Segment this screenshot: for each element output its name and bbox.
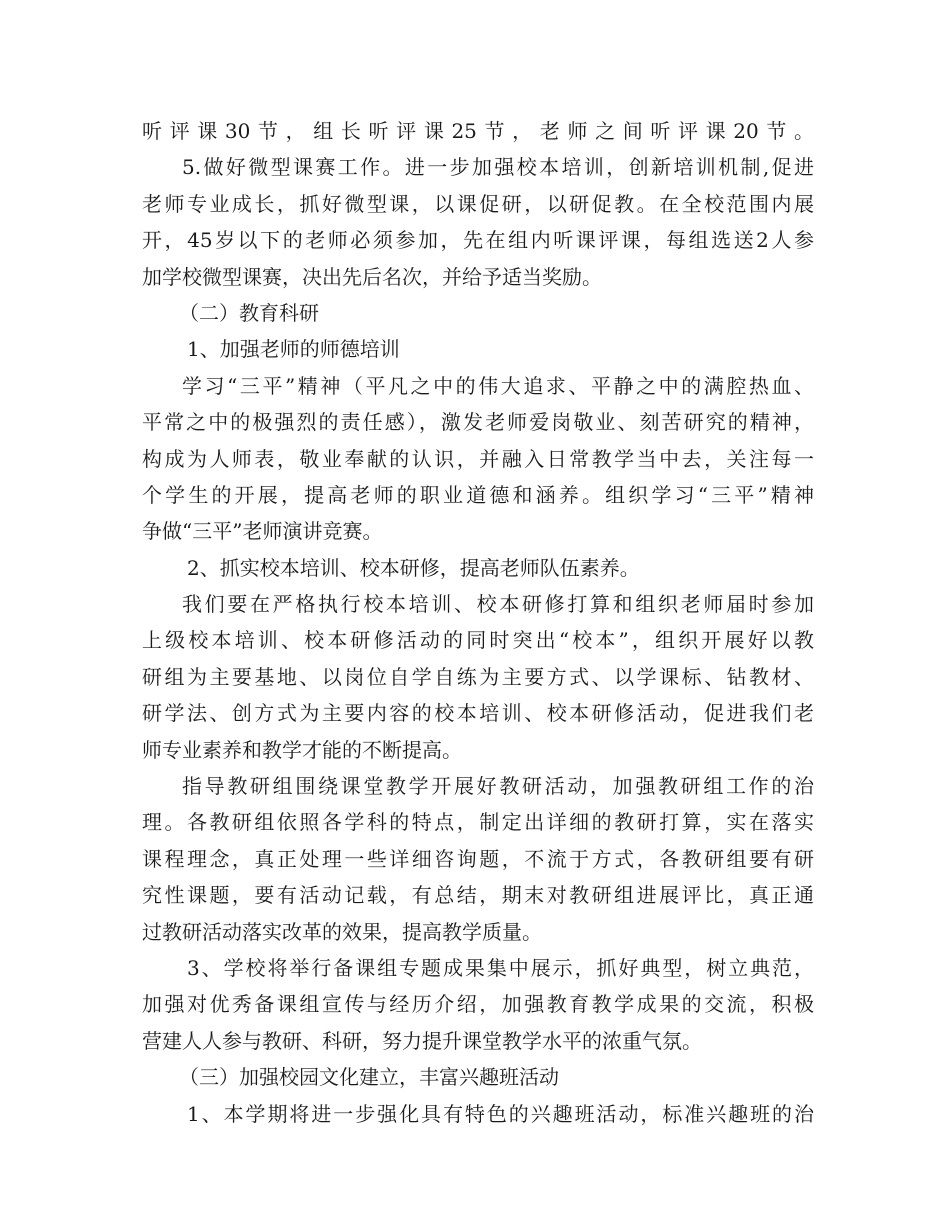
text-line: 争做“三平”老师演讲竞赛。 [142, 519, 383, 544]
text-line: 5.做好微型课赛工作。进一步加强校本培训，创新培训机制,促进 [182, 155, 814, 180]
text-line: 平常之中的极强烈的责任感），激发老师爱岗敬业、刻苦研究的精神， [142, 410, 814, 435]
text-line: 我们要在严格执行校本培训、校本研修打算和组织老师届时参加 [182, 592, 814, 617]
section-heading: （二）教育科研 [179, 300, 319, 325]
document-body [142, 113, 814, 1132]
text-line: 加学校微型课赛，决出先后名次，并给予适当奖励。 [142, 264, 602, 289]
text-line: 营建人人参与教研、科研，努力提升课堂教学水平的浓重气氛。 [142, 1028, 702, 1053]
text-line: 听评课30节，组长听评课25节，老师之间听评课20节。 [142, 119, 814, 143]
text-line: 指导教研组围绕课堂教学开展好教研活动，加强教研组工作的治 [182, 774, 814, 799]
text-line: 究性课题，要有活动记载，有总结，期末对教研组进展评比，真正通 [142, 883, 814, 908]
text-line: 加强对优秀备课组宣传与经历介绍，加强教育教学成果的交流，积极 [142, 992, 814, 1017]
text-line: 研学法、创方式为主要内容的校本培训、校本研修活动，促进我们老 [142, 701, 814, 726]
text-line: 上级校本培训、校本研修活动的同时突出“校本”，组织开展好以教 [142, 628, 814, 653]
text-line: 理。各教研组依照各学科的特点，制定出详细的教研打算，实在落实 [142, 810, 814, 835]
text-line: 构成为人师表，敬业奉献的认识，并融入日常教学当中去，关注每一 [142, 446, 814, 471]
section-heading: （三）加强校园文化建立，丰富兴趣班活动 [179, 1065, 559, 1090]
text-line: 课程理念，真正处理一些详细咨询题，不流于方式，各教研组要有研 [142, 846, 814, 871]
subsection-heading: 1、加强老师的师德培训 [187, 337, 400, 362]
text-line: 师专业素养和教学才能的不断提高。 [142, 737, 462, 762]
text-line: 研组为主要基地、以岗位自学自练为主要方式、以学课标、钻教材、 [142, 664, 814, 689]
text-line: 老师专业成长，抓好微型课，以课促研，以研促教。在全校范围内展 [142, 191, 814, 216]
text-line: 学习“三平”精神（平凡之中的伟大追求、平静之中的满腔热血、 [182, 373, 814, 398]
subsection-heading: 2、抓实校本培训、校本研修，提高老师队伍素养。 [187, 555, 640, 580]
text-line: 开，45岁以下的老师必须参加，先在组内听课评课，每组选送2人参 [142, 228, 814, 253]
text-line: 过教研活动落实改革的效果，提高教学质量。 [142, 919, 542, 944]
subsection-heading: 3、学校将举行备课组专题成果集中展示，抓好典型，树立典范， [187, 955, 814, 980]
text-line: 个学生的开展，提高老师的职业道德和涵养。组织学习“三平”精神 [142, 482, 814, 507]
subsection-heading: 1、本学期将进一步强化具有特色的兴趣班活动，标准兴趣班的治 [187, 1101, 814, 1126]
